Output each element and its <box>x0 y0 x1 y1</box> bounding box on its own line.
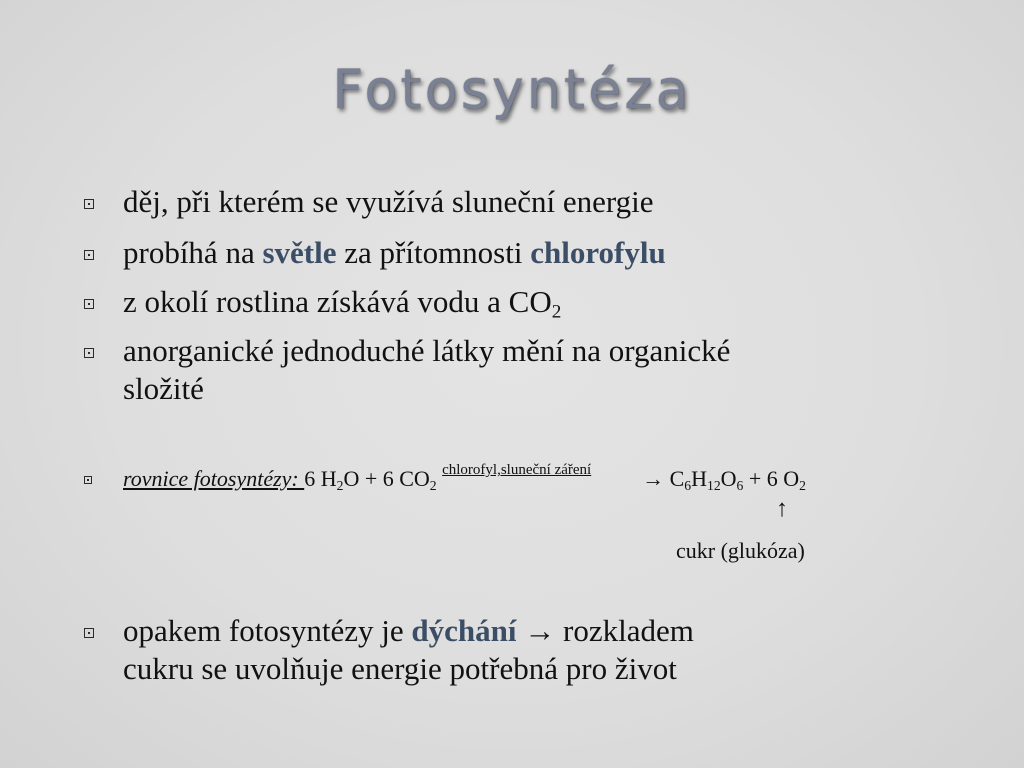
equation-label: rovnice fotosyntézy: <box>123 466 305 491</box>
bullet-marker-icon <box>84 476 92 484</box>
bullet-5-text-2: cukru se uvolňuje energie potřebná pro život <box>123 651 677 686</box>
photosynthesis-equation <box>123 462 806 493</box>
right-arrow-icon: → <box>516 613 563 648</box>
bullet-2-mid: za přítomnosti <box>336 235 531 270</box>
equation-product-oxygen: + 6 O <box>743 466 800 491</box>
bullet-1-text: děj, při kterém se využívá sluneční energie <box>123 184 654 219</box>
bullet-5-pre: opakem fotosyntézy je <box>123 613 412 648</box>
equation-product-c: C <box>664 466 685 491</box>
equation-sub: 12 <box>707 477 721 493</box>
bullet-5-line-1 <box>123 614 694 648</box>
equation-sub: 2 <box>429 477 437 493</box>
bullet-1 <box>123 185 654 219</box>
emphasis-light: světle <box>262 235 337 270</box>
glucose-note: cukr (glukóza) <box>676 538 805 563</box>
equation-sub: 2 <box>336 477 344 493</box>
reaction-condition: chlorofyl,sluneční záření <box>442 462 592 478</box>
equation-sub: 6 <box>736 477 744 493</box>
equation-product-h: H <box>691 466 707 491</box>
bullet-4-text-1: anorganické jednoduché látky mění na organické <box>123 333 731 368</box>
bullet-marker-icon <box>84 250 94 260</box>
bullet-marker-icon <box>84 348 94 358</box>
reaction-arrow <box>442 462 665 492</box>
bullet-3 <box>123 284 562 323</box>
emphasis-respiration: dýchání <box>411 613 517 648</box>
right-arrow-icon: → <box>642 466 665 491</box>
bullet-4-line-1 <box>123 334 730 368</box>
up-arrow-icon: ↑ <box>776 496 788 522</box>
slide-title: Fotosyntéza <box>332 58 692 121</box>
bullet-marker-icon <box>84 199 94 209</box>
equation-sub: 2 <box>799 477 806 493</box>
bullet-4-line-2 <box>123 372 204 406</box>
bullet-3-subscript: 2 <box>551 301 562 323</box>
bullet-4-text-2: složité <box>123 371 204 406</box>
bullet-marker-icon <box>84 299 94 309</box>
bullet-2 <box>123 236 666 270</box>
bullet-5-line-2 <box>123 652 677 686</box>
bullet-5-post: rozkladem <box>563 613 694 648</box>
bullet-marker-icon <box>84 628 94 638</box>
equation-product-o: O <box>720 466 737 491</box>
bullet-3-text: z okolí rostlina získává vodu a CO <box>123 284 552 319</box>
bullet-2-pre: probíhá na <box>123 235 263 270</box>
equation-sub: 6 <box>684 477 692 493</box>
equation-reactant-2: O + 6 CO <box>343 466 430 491</box>
equation-reactant-1: 6 H <box>304 466 337 491</box>
emphasis-chlorophyll: chlorofylu <box>530 235 666 270</box>
